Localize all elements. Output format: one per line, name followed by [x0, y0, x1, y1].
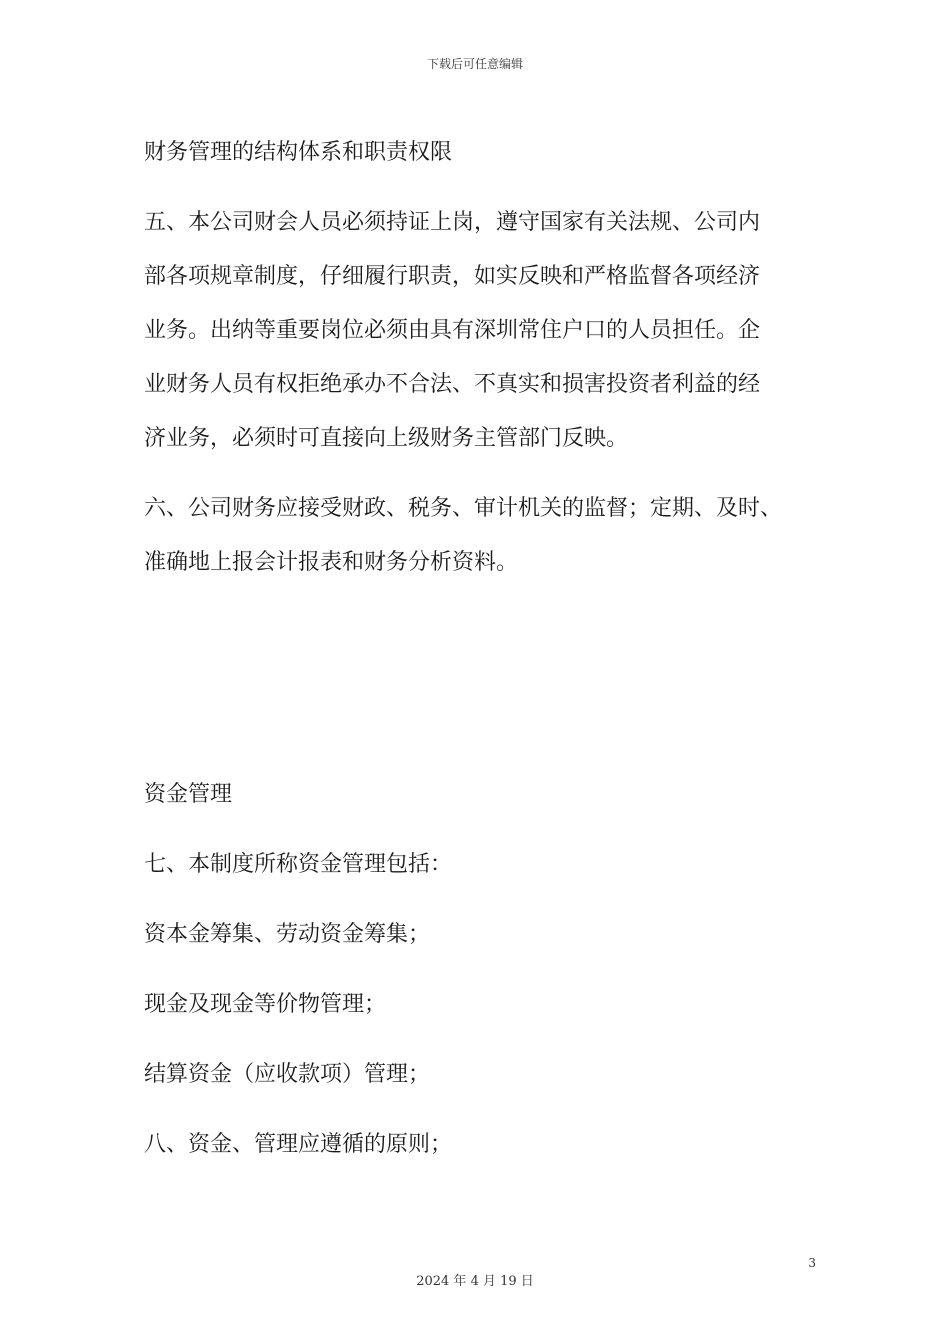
section-title-finance-structure: 财务管理的结构体系和职责权限 — [144, 140, 453, 165]
paragraph-line: 五、本公司财会人员必须持证上岗，遵守国家有关法规、公司内 — [144, 210, 761, 235]
section-title-fund-management: 资金管理 — [144, 782, 233, 807]
paragraph-line: 济业务，必须时可直接向上级财务主管部门反映。 — [144, 426, 629, 451]
page-number: 3 — [808, 1256, 816, 1270]
footer-date: 2024 年 4 月 19 日 — [416, 1274, 534, 1289]
document-body — [144, 126, 816, 1172]
paragraph-line: 业务。出纳等重要岗位必须由具有深圳常住户口的人员担任。企 — [144, 318, 761, 343]
paragraph-line: 部各项规章制度，仔细履行职责，如实反映和严格监督各项经济 — [144, 264, 761, 289]
list-item: 资本金筹集、劳动资金筹集； — [144, 922, 431, 947]
paragraph-line: 准确地上报会计报表和财务分析资料。 — [144, 550, 519, 575]
list-item: 现金及现金等价物管理； — [144, 992, 387, 1017]
list-item: 结算资金（应收款项）管理； — [144, 1062, 431, 1087]
page-header: 下载后可任意编辑 — [426, 57, 523, 71]
paragraph-item-6 — [144, 482, 816, 590]
paragraph-item-7: 七、本制度所称资金管理包括： — [144, 852, 453, 877]
paragraph-item-8: 八、资金、管理应遵循的原则； — [144, 1132, 453, 1157]
paragraph-item-5 — [144, 196, 816, 466]
paragraph-line: 业财务人员有权拒绝承办不合法、不真实和损害投资者利益的经 — [144, 372, 761, 397]
paragraph-line: 六、公司财务应接受财政、税务、审计机关的监督；定期、及时、 — [144, 496, 783, 521]
